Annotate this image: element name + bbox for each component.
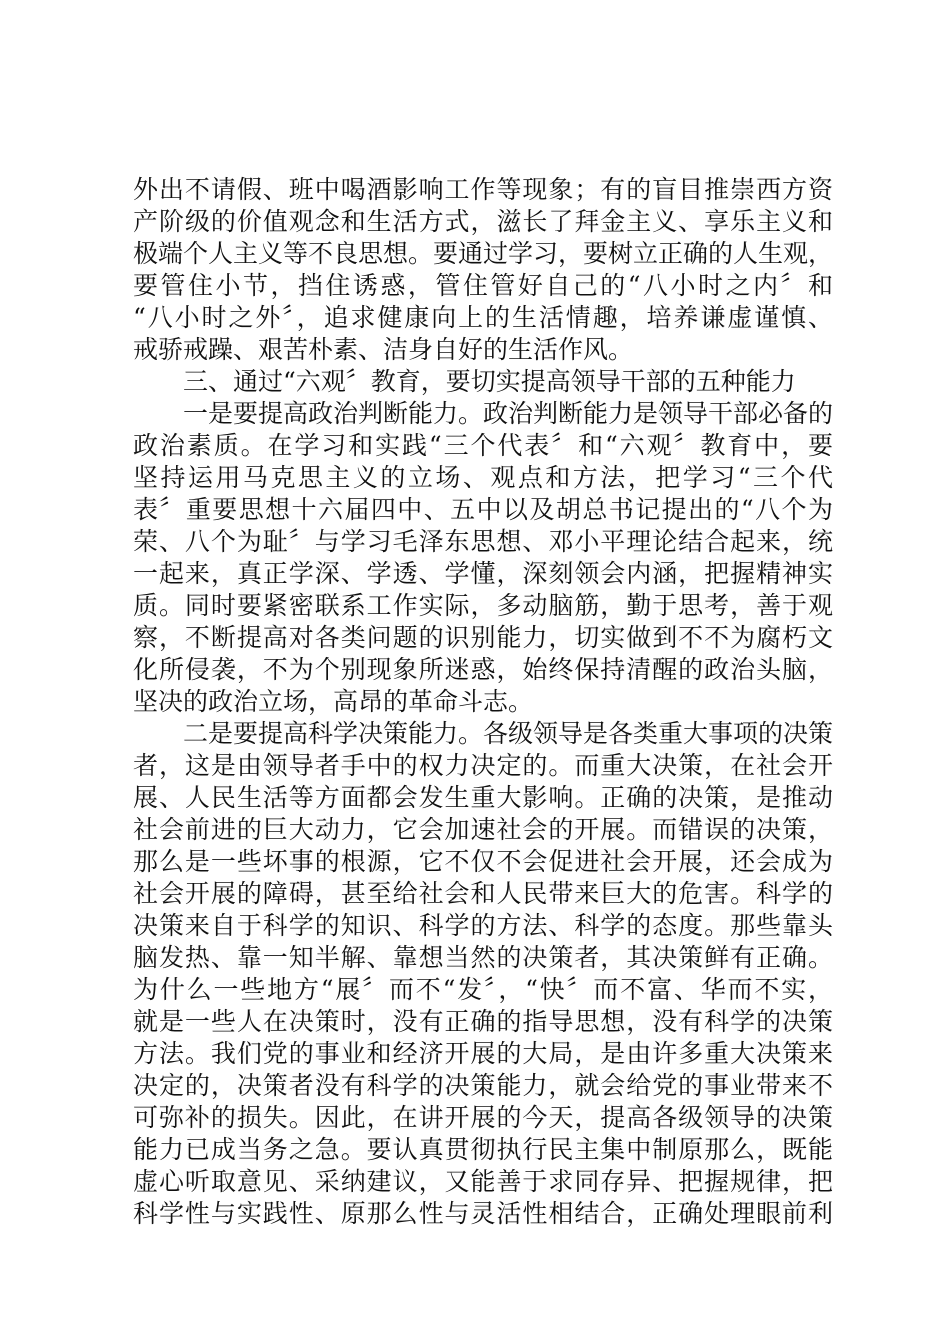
text-line: 虚心听取意见、采纳建议，又能善于求同存异、把握规律，把 [133,1167,833,1196]
text-line: 一起来，真正学深、学透、学懂，深刻领会内涵，把握精神实 [133,559,833,588]
section-heading: 三、通过“六观〞教育，要切实提高领导干部的五种能力 [183,367,796,396]
text-line: 科学性与实践性、原那么性与灵活性相结合，正确处理眼前利 [133,1199,833,1228]
text-line: 要管住小节，挡住诱惑，管住管好自己的“八小时之内〞和 [133,271,833,300]
text-line: 能力已成当务之急。要认真贯彻执行民主集中制原那么，既能 [133,1135,833,1164]
text-line: 化所侵袭，不为个别现象所迷惑，始终保持清醒的政治头脑， [133,655,833,684]
text-line: 决定的，决策者没有科学的决策能力，就会给党的事业带来不 [133,1071,833,1100]
text-line: 方法。我们党的事业和经济开展的大局，是由许多重大决策来 [133,1039,833,1068]
text-line: 质。同时要紧密联系工作实际，多动脑筋，勤于思考，善于观 [133,591,833,620]
text-line: 察，不断提高对各类问题的识别能力，切实做到不不为腐朽文 [133,623,833,652]
text-line: 者，这是由领导者手中的权力决定的。而重大决策，在社会开 [133,751,833,780]
document-body [133,174,833,1230]
text-line: 那么是一些坏事的根源，它不仅不会促进社会开展，还会成为 [133,847,833,876]
text-line: 产阶级的价值观念和生活方式，滋长了拜金主义、享乐主义和 [133,207,833,236]
text-line: “八小时之外〞，追求健康向上的生活情趣，培养谦虚谨慎、 [133,303,833,332]
text-line: 为什么一些地方“展〞而不“发〞，“快〞而不富、华而不实， [133,975,833,1004]
text-line: 坚持运用马克思主义的立场、观点和方法，把学习“三个代 [133,463,833,492]
text-line: 决策来自于科学的知识、科学的方法、科学的态度。那些靠头 [133,911,833,940]
text-line: 脑发热、靠一知半解、靠想当然的决策者，其决策鲜有正确。 [133,943,833,972]
text-line: 戒骄戒躁、艰苦朴素、洁身自好的生活作风。 [133,335,634,364]
text-line: 极端个人主义等不良思想。要通过学习，要树立正确的人生观， [133,239,834,268]
paragraph-first-line: 二是要提高科学决策能力。各级领导是各类重大事项的决策 [183,719,834,748]
paragraph-first-line: 一是要提高政治判断能力。政治判断能力是领导干部必备的 [183,399,834,428]
text-line: 社会开展的障碍，甚至给社会和人民带来巨大的危害。科学的 [133,879,833,908]
text-line: 坚决的政治立场，高昂的革命斗志。 [133,687,534,716]
text-line: 社会前进的巨大动力，它会加速社会的开展。而错误的决策， [133,815,833,844]
text-line: 可弥补的损失。因此，在讲开展的今天，提高各级领导的决策 [133,1103,833,1132]
text-line: 荣、八个为耻〞与学习毛泽东思想、邓小平理论结合起来，统 [133,527,833,556]
text-line: 政治素质。在学习和实践“三个代表〞和“六观〞教育中，要 [133,431,833,460]
text-line: 展、人民生活等方面都会发生重大影响。正确的决策，是推动 [133,783,833,812]
text-line: 表〞重要思想十六届四中、五中以及胡总书记提出的“八个为 [133,495,833,524]
text-line: 外出不请假、班中喝酒影响工作等现象；有的盲目推崇西方资 [133,175,833,204]
text-line: 就是一些人在决策时，没有正确的指导思想，没有科学的决策 [133,1007,833,1036]
